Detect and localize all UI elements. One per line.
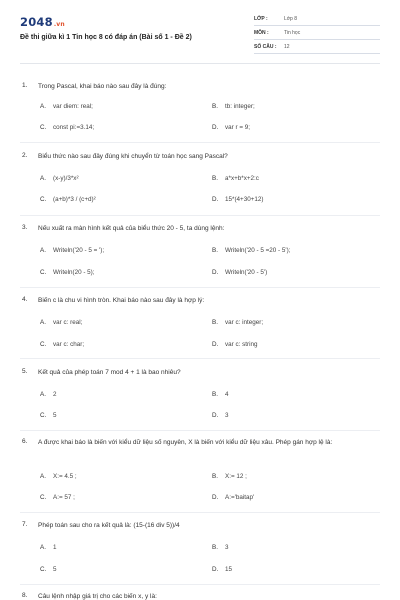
question-text: Kết quả của phép toán 7 mod 4 + 1 là bao nhiêu?	[38, 369, 181, 376]
option-d[interactable]: D. 3	[212, 412, 229, 419]
option-b[interactable]: B. Writeln('20 - 5 =20 - 5');	[212, 247, 291, 254]
option-d[interactable]: D. Writeln('20 - 5')	[212, 269, 268, 276]
meta-count-row	[254, 41, 380, 54]
option-d[interactable]: D. 15*(4+30+12)	[212, 196, 264, 203]
question-text: Trong Pascal, khai báo nào sau đây là đúng:	[38, 83, 167, 90]
meta-subject-key: MÔN :	[254, 30, 269, 36]
meta-count-key: SỐ CÂU :	[254, 44, 277, 50]
option-a[interactable]: A. var diem: real;	[40, 103, 93, 110]
question-number: 1.	[22, 82, 28, 89]
option-d[interactable]: D. 15	[212, 566, 233, 573]
option-c[interactable]: C. Writeln(20 - 5);	[40, 269, 95, 276]
option-a[interactable]: A. X:= 4.5 ;	[40, 473, 77, 480]
option-d[interactable]: D. A:='baitap'	[212, 494, 255, 501]
option-c[interactable]: C. const pi:=3.14;	[40, 124, 95, 131]
option-d[interactable]: D. var c: string	[212, 341, 258, 348]
option-c[interactable]: C. var c: char;	[40, 341, 85, 348]
option-b[interactable]: B. X:= 12 ;	[212, 473, 247, 480]
question-divider	[20, 584, 380, 585]
question-text: Biến c là chu vi hình tròn. Khai báo nào sau đây là hợp lý:	[38, 297, 205, 304]
question-text: Câu lệnh nhập giá trị cho các biến x, y là:	[38, 593, 157, 600]
question-number: 5.	[22, 368, 28, 375]
question-number: 6.	[22, 438, 28, 445]
question-divider	[20, 287, 380, 288]
option-b[interactable]: B. 3	[212, 544, 229, 551]
question-number: 8.	[22, 592, 28, 599]
option-b[interactable]: B. var c: integer;	[212, 319, 264, 326]
option-b[interactable]: B. tb: integer;	[212, 103, 255, 110]
option-b[interactable]: B. 4	[212, 391, 229, 398]
question-number: 2.	[22, 152, 28, 159]
question-number: 4.	[22, 296, 28, 303]
option-a[interactable]: A. var c: real;	[40, 319, 83, 326]
option-c[interactable]: C. 5	[40, 566, 57, 573]
option-a[interactable]: A. (x-y)/3*x²	[40, 175, 79, 182]
question-divider	[20, 142, 380, 143]
option-c[interactable]: C. (a+b)*3 / (c+d)²	[40, 196, 96, 203]
question-text: A được khai báo là biến với kiểu dữ liệu số nguyên, X là biến với kiểu dữ liệu xâu. Phép gán hợp lệ là:	[38, 439, 333, 446]
question-text: Nếu xuất ra màn hình kết quả của biểu thức 20 - 5, ta dùng lệnh:	[38, 225, 225, 232]
meta-class-value: Lớp 8	[284, 16, 298, 22]
question-number: 3.	[22, 224, 28, 231]
question-divider	[20, 430, 380, 431]
exam-title: Đề thi giữa kì 1 Tin học 8 có đáp án (Bài số 1 - Đề 2)	[20, 34, 192, 41]
question-divider	[20, 358, 380, 359]
question-divider	[20, 215, 380, 216]
meta-class-key: LỚP :	[254, 16, 268, 22]
option-a[interactable]: A. Writeln('20 - 5 = ');	[40, 247, 105, 254]
option-b[interactable]: B. a*x+b*x+2:c	[212, 175, 259, 182]
question-text: Biểu thức nào sau đây đúng khi chuyển từ toán học sang Pascal?	[38, 153, 228, 160]
option-a[interactable]: A. 2	[40, 391, 57, 398]
option-a[interactable]: A. 1	[40, 544, 57, 551]
meta-subject-value: Tin học	[284, 30, 301, 36]
meta-class-row	[254, 13, 380, 26]
question-divider	[20, 512, 380, 513]
option-c[interactable]: C. 5	[40, 412, 57, 419]
question-text: Phép toán sau cho ra kết quả là: (15-(16 div 5))/4	[38, 522, 180, 529]
page-header	[0, 0, 400, 62]
question-number: 7.	[22, 521, 28, 528]
meta-count-value: 12	[284, 44, 290, 50]
meta-subject-row	[254, 27, 380, 40]
site-logo[interactable]: 2048.vn	[20, 15, 65, 29]
header-divider	[20, 63, 380, 64]
option-c[interactable]: C. A:= 57 ;	[40, 494, 75, 501]
option-d[interactable]: D. var r = 9;	[212, 124, 251, 131]
